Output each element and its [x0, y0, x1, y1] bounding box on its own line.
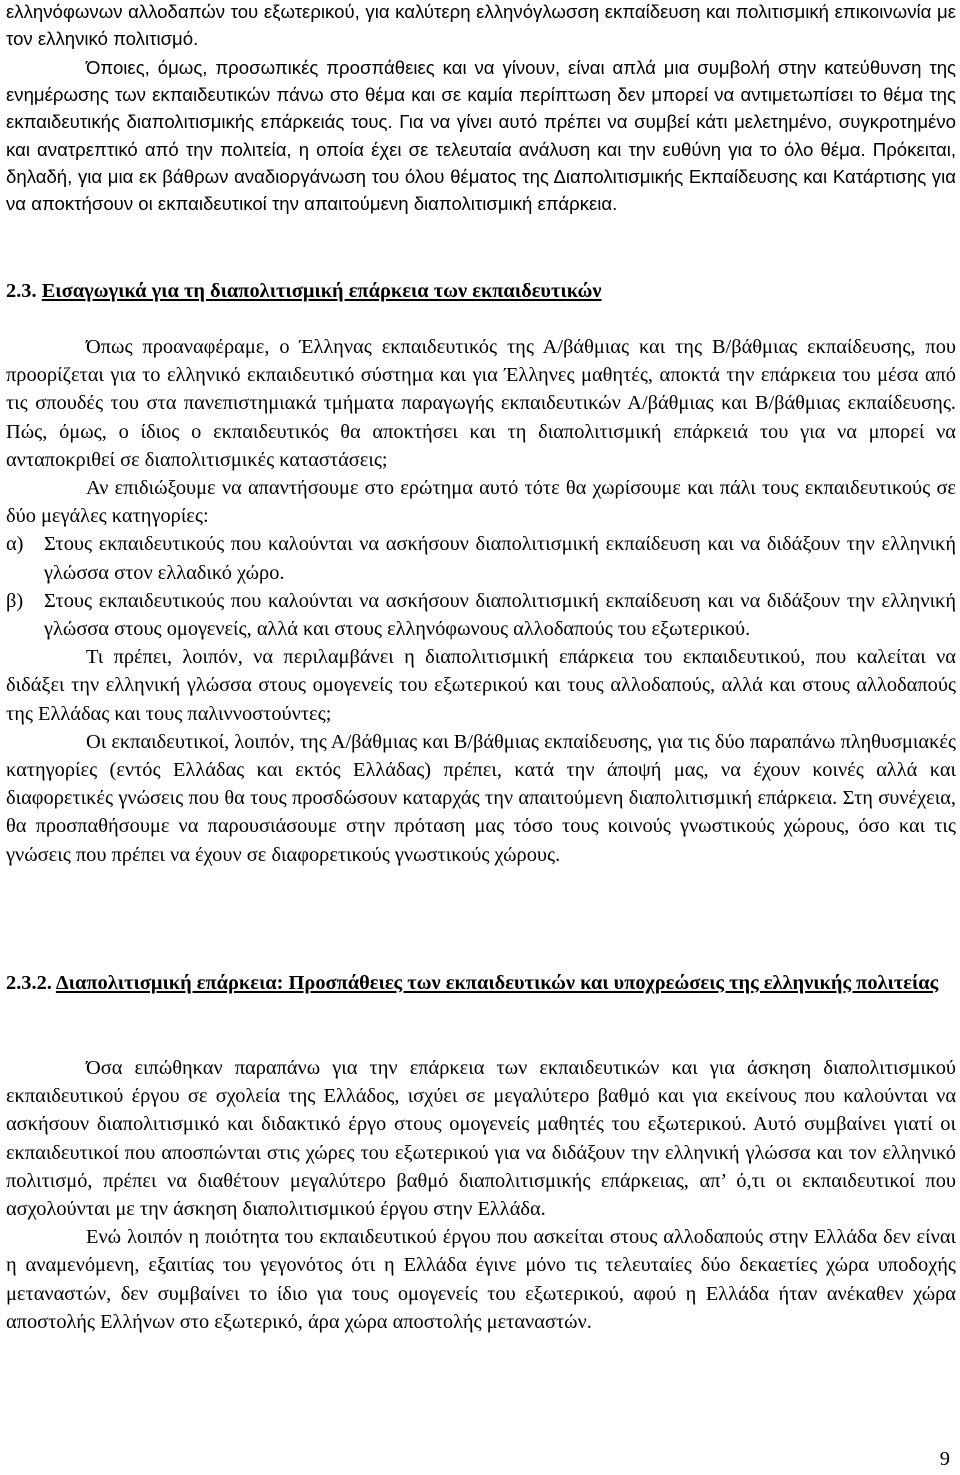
paragraph: Όσα ειπώθηκαν παραπάνω για την επάρκεια των εκπαιδευτικών και για άσκηση διαπολιτισμικού εκπαιδευτικού έργου σε σχολεία της Ελλάδος, ισχύει σε μεγαλύτερο βαθμό και για εκείνους που καλούνται να ασκήσουν διαπολιτισμικό και διδακτικό έργο στους ομογενείς μαθητές του εξωτερικού. Αυτό συμβαίνει γιατί οι εκπαιδευτικοί που αποσπώνται στις χώρες του εξωτερικού για να διδάξουν την ελληνική γλώσσα και τον ελληνικό πολιτισμό, πρέπει να διαθέτουν μεγαλύτερο βαθμό διαπολιτισμικής επάρκειας, απ’ ό,τι οι εκπαιδευτικοί που ασχολούνται με την άσκηση διαπολιτισμικού έργου στην Ελλάδα.	[6, 1057, 956, 1221]
list-item-label: β)	[6, 589, 24, 612]
section-body-2-3-2	[6, 1054, 956, 1336]
section-title: Εισαγωγικά για τη διαπολιτισμική επάρκεια των εκπαιδευτικών	[41, 280, 602, 302]
list-item	[6, 530, 956, 586]
list-item-text: Στους εκπαιδευτικούς που καλούνται να ασκήσουν διαπολιτισμική εκπαίδευση και να διδάξουν την ελληνική γλώσσα στον ελλαδικό χώρο.	[44, 533, 956, 584]
paragraph: Όπως προαναφέραμε, ο Έλληνας εκπαιδευτικός της Α/βάθμιας και της Β/βάθμιας εκπαίδευσης, που προορίζεται για το ελληνικό εκπαιδευτικό σύστημα και για Έλληνες μαθητές, αποκτά την επάρκεια του μέσα από τις σπουδές του στα πανεπιστημιακά τμήματα παραγωγής εκπαιδευτικών Α/βάθμιας και Β/βάθμιας εκπαίδευσης. Πώς, όμως, ο ίδιος ο εκπαιδευτικός θα αποκτήσει και τη διαπολιτισμική επάρκειά του για να μπορεί να ανταποκριθεί σε διαπολιτισμικές καταστάσεις;	[6, 336, 956, 471]
intro-paragraph: Όποιες, όμως, προσωπικές προσπάθειες και να γίνουν, είναι απλά μια συμβολή στην κατεύθυνση της ενημέρωσης των εκπαιδευτικών πάνω στο θέμα και σε καμία περίπτωση δεν μπορεί να αντιμετωπίσει το θέμα της εκπαιδευτικής διαπολιτισμικής επάρκειάς τους. Για να γίνει αυτό πρέπει να συμβεί κάτι μελετημένο, συγκροτημένο και ανατρεπτικό από την πολιτεία, η οποία έχει σε τελευταία ανάλυση και την ευθύνη για το όλο θέμα. Πρόκειται, δηλαδή, για μια εκ βάθρων αναδιοργάνωση του όλου θέματος της Διαπολιτισμικής Εκπαίδευσης και Κατάρτισης για να αποκτήσουν οι εκπαιδευτικοί την απαιτούμενη διαπολιτισμική επάρκεια.	[6, 57, 956, 215]
section-number: 2.3.	[6, 280, 37, 302]
page-number: 9	[939, 1448, 950, 1470]
section-heading-2-3	[6, 277, 956, 305]
paragraph: Ενώ λοιπόν η ποιότητα του εκπαιδευτικού έργου που ασκείται στους αλλοδαπούς στην Ελλάδα δεν είναι η αναμενόμενη, εξαιτίας του γεγονότος ότι η Ελλάδα έγινε μόνο τις τελευταίες δύο δεκαετίες χώρα υποδοχής μεταναστών, δεν συμβαίνει το ίδιο για τους ομογενείς του εξωτερικού, αφού η Ελλάδα ήταν ανέκαθεν χώρα αποστολής Ελλήνων στο εξωτερικό, άρα χώρα αποστολής μεταναστών.	[6, 1226, 956, 1333]
section-body-2-3	[6, 333, 956, 869]
document-page	[6, 0, 956, 1475]
paragraph: Οι εκπαιδευτικοί, λοιπόν, της Α/βάθμιας και Β/βάθμιας εκπαίδευσης, για τις δύο παραπάνω πληθυσμιακές κατηγορίες (εντός Ελλάδας και εκτός Ελλάδας) πρέπει, κατά την άποψή μας, να έχουν κοινές αλλά και διαφορετικές γνώσεις που θα τους προσδώσουν καταρχάς την απαιτούμενη διαπολιτισμική επάρκεια. Στη συνέχεια, θα προσπαθήσουμε να παρουσιάσουμε στην πρόταση μας τόσο τους κοινούς γνωστικούς χώρους, όσο και τις γνώσεις που πρέπει να έχουν σε διαφορετικούς γνωστικούς χώρους.	[6, 730, 956, 866]
paragraph: Τι πρέπει, λοιπόν, να περιλαμβάνει η διαπολιτισμική επάρκεια του εκπαιδευτικού, που καλείται να διδάξει την ελληνική γλώσσα στους ομογενείς του εξωτερικού και τους αλλοδαπούς, αλλά και στους αλλοδαπούς της Ελλάδας και τους παλιννοστούντες;	[6, 646, 956, 725]
section-title: Διαπολιτισμική επάρκεια: Προσπάθειες των εκπαιδευτικών και υποχρεώσεις της ελληνικής πολιτείας	[55, 972, 939, 994]
list-item	[6, 587, 956, 643]
paragraph: Αν επιδιώξουμε να απαντήσουμε στο ερώτημα αυτό τότε θα χωρίσουμε και πάλι τους εκπαιδευτικούς σε δύο μεγάλες κατηγορίες:	[6, 477, 956, 528]
section-heading-2-3-2	[6, 969, 956, 997]
list-item-label: α)	[6, 533, 24, 556]
section-number: 2.3.2.	[6, 972, 52, 994]
list-item-text: Στους εκπαιδευτικούς που καλούνται να ασκήσουν διαπολιτισμική εκπαίδευση και να διδάξουν την ελληνική γλώσσα στους ομογενείς, αλλά και στους ελληνόφωνους αλλοδαπούς του εξωτερικού.	[44, 589, 956, 641]
continued-paragraph: ελληνόφωνων αλλοδαπών του εξωτερικού, για καλύτερη ελληνόγλωσση εκπαίδευση και πολιτισμική επικοινωνία με τον ελληνικό πολιτισμό.	[6, 1, 956, 50]
